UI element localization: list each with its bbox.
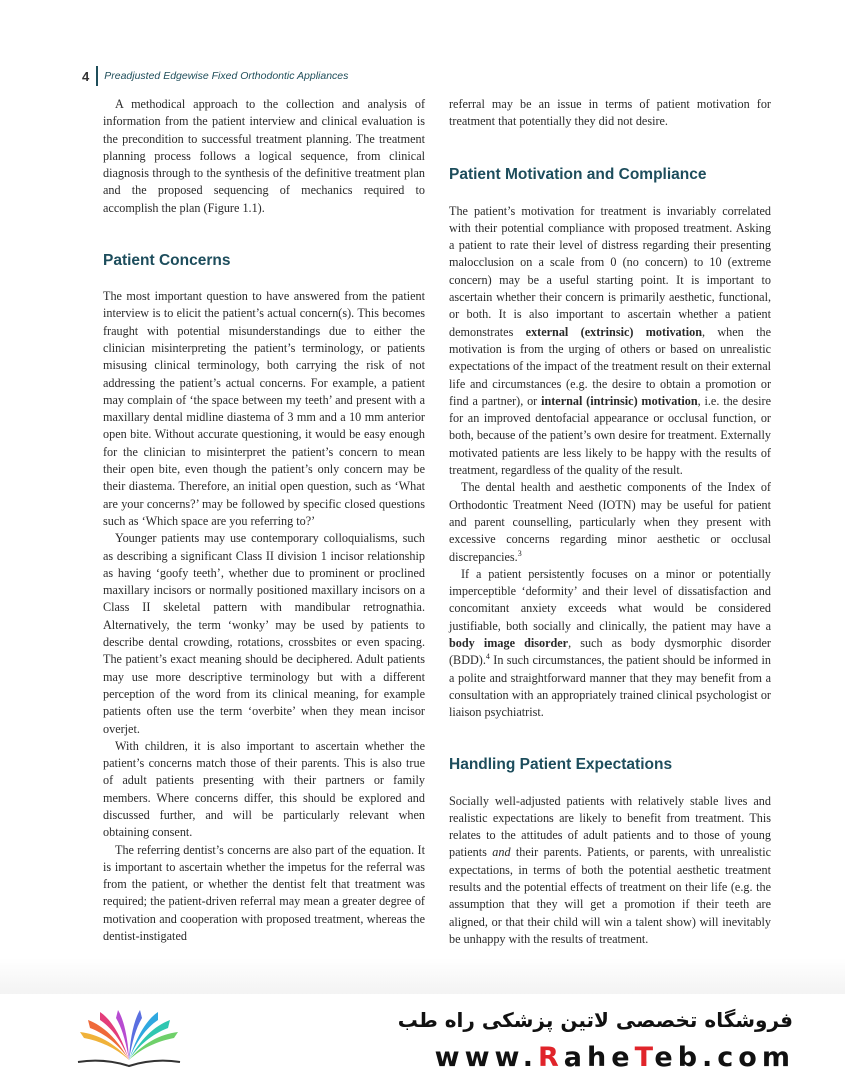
running-title: Preadjusted Edgewise Fixed Orthodontic Appliances: [104, 70, 349, 82]
store-url: [435, 1042, 795, 1073]
expectations-text-b: their parents. Patients, or parents, with unrealistic expectations, in terms of both the potential aesthetic treatment results and the potential effects of treatment on their life (e.g. the assumption that they will get a promotion if their teeth are aligned, or that their child will win a talent show) will inevitably be unhappy with the results of treatment.: [449, 845, 771, 946]
open-book-logo-icon: [74, 1008, 184, 1068]
expectations-emphasis: and: [492, 845, 511, 860]
expectations-heading: Handling Patient Expectations: [449, 755, 673, 773]
motivation-text-a: The patient’s motivation for treatment is invariably correlated with their potential compliance with proposed treatment. Asking a patient to rate their level of distress regarding their presenting malocclusion on a scale from 0 (no concern) to 10 (extreme concern) may be a useful starting point. It is important to ascertain whether their concern is primarily aesthetic, functional, or both. It is also important to ascertain whether a patient demonstrates: [449, 203, 771, 339]
concerns-paragraph-2: Younger patients may use contemporary colloquialisms, such as describing a significant Class II division 1 incisor relationship as having ‘goofy teeth’, whether due to prominent or proclined maxillary incisors or normally positioned maxillary incisors on a Class II skeletal pattern with mandibular retrognathia. Alternatively, the term ‘wonky’ may be used by patients to describe dental crowding, rotations, crossbites or even spacing. The patient’s exact meaning should be deciphered. Adult patients may use more descriptive terminology but with a different perception of the word from its clinical meaning, for example patients often use the term ‘overbite’ when they mean incisor overjet.: [103, 531, 425, 736]
concerns-paragraph-3: With children, it is also important to ascertain whether the patient’s concerns match those of their parents. This is also true of adult patients presenting with their partners or family members. Where concerns differ, this should be explored and discussed further, and will be particularly relevant when obtaining consent.: [103, 738, 425, 840]
bdd-text-a: If a patient persistently focuses on a minor or potentially imperceptible ‘deformity’ and their level of dissatisfaction and concomitant anxiety exceeds what would be considered justifiable, both socially and clinically, the patient may have a: [449, 566, 771, 633]
url-letter-r: R: [538, 1042, 564, 1073]
header-divider: [96, 66, 98, 86]
reference-3: 3: [517, 548, 522, 558]
concerns-paragraph-4: The referring dentist’s concerns are also part of the equation. It is important to ascertain whether the impetus for the referral was from the patient, or whether the dentist felt that treatment was required; the patient-driven referral may mean a greater degree of motivation and cooperation with proposed treatment, whereas the dentist-instigated: [103, 842, 425, 944]
expectations-paragraph: [449, 793, 771, 949]
reference-4: 4: [485, 652, 490, 662]
external-motivation-term: external (extrinsic) motivation: [525, 324, 702, 339]
motivation-text-b: , when the motivation is from the urging of others or based on unrealistic expectations of the impact of the treatment result on their external life and circumstances (e.g. the desire to obtain a promotion or find a partner), or: [449, 324, 771, 408]
url-part-eb: eb: [654, 1042, 703, 1073]
continuation-paragraph: referral may be an issue in terms of patient motivation for treatment that potentially they did not desire.: [449, 97, 771, 129]
page-number: 4: [82, 68, 90, 84]
url-letter-t: T: [634, 1042, 655, 1073]
bdd-text-c: In such circumstances, the patient should be informed in a polite and straightforward manner that they may benefit from a consultation with an appropriately trained clinical psychologist or liaison psychiatrist.: [449, 653, 771, 720]
bdd-text-b: , such as body dysmorphic disorder (BDD).: [449, 636, 771, 668]
left-column: [103, 96, 425, 945]
internal-motivation-term: internal (intrinsic) motivation: [541, 393, 698, 408]
motivation-paragraph-2: [449, 479, 771, 565]
right-column: [449, 96, 771, 948]
store-banner: [0, 994, 845, 1080]
body-image-disorder-term: body image disorder: [449, 636, 569, 651]
iotn-text: The dental health and aesthetic components of the Index of Orthodontic Treatment Need (IOTN) may be useful for patient and parent counselling, particularly when they present with excessive concerns regarding minor aesthetic or occlusal discrepancies.: [449, 480, 771, 564]
motivation-heading: Patient Motivation and Compliance: [449, 165, 707, 183]
url-part-ahe: ahe: [563, 1042, 635, 1073]
patient-concerns-heading: Patient Concerns: [103, 252, 231, 270]
expectations-text-a: Socially well-adjusted patients with relatively stable lives and realistic expectations are likely to benefit from treatment. This relates to the attitudes of adult patients and to those of young patients: [449, 793, 771, 860]
intro-paragraph: A methodical approach to the collection and analysis of information from the patient interview and clinical evaluation is the precondition to successful treatment planning. The treatment planning process follows a logical sequence, from clinical diagnosis through to the synthesis of the definitive treatment plan and the proposed sequencing of mechanics required to accomplish the plan (Figure 1.1).: [103, 97, 425, 215]
running-header: [82, 66, 348, 86]
motivation-paragraph-1: [449, 203, 771, 480]
concerns-paragraph-1: The most important question to have answered from the patient interview is to elicit the patient’s actual concern(s). This becomes fraught with potential misunderstandings due to either the clinician misinterpreting the patient’s terminology, or patients misusing clinical terminology, both carrying the risk of not addressing the patient’s actual concerns. For example, a patient may complain of ‘the space between my teeth’ and present with a maxillary dental midline diastema of 3 mm and a 10 mm anterior open bite. Without accurate questioning, it would be easy enough for the clinician to misinterpret the patient’s concern to mean their open bite, even though the patient’s only concern may be their diastema. Therefore, an initial open question, such as ‘What are your concerns?’ may be followed by specific closed questions such as ‘Which space are you referring to?’: [103, 289, 425, 528]
store-name: فروشگاه تخصصی لاتین پزشکی راه طب: [397, 1008, 793, 1032]
url-suffix: .com: [702, 1042, 795, 1073]
motivation-paragraph-3: [449, 566, 771, 722]
motivation-text-c: , i.e. the desire for an improved dentofacial appearance or occlusal function, or both, because of the patient’s own desire for treatment. Externally motivated patients are less likely to be happy with the results of treatment, regardless of the quality of the result.: [449, 393, 771, 478]
url-prefix: www.: [434, 1042, 538, 1073]
